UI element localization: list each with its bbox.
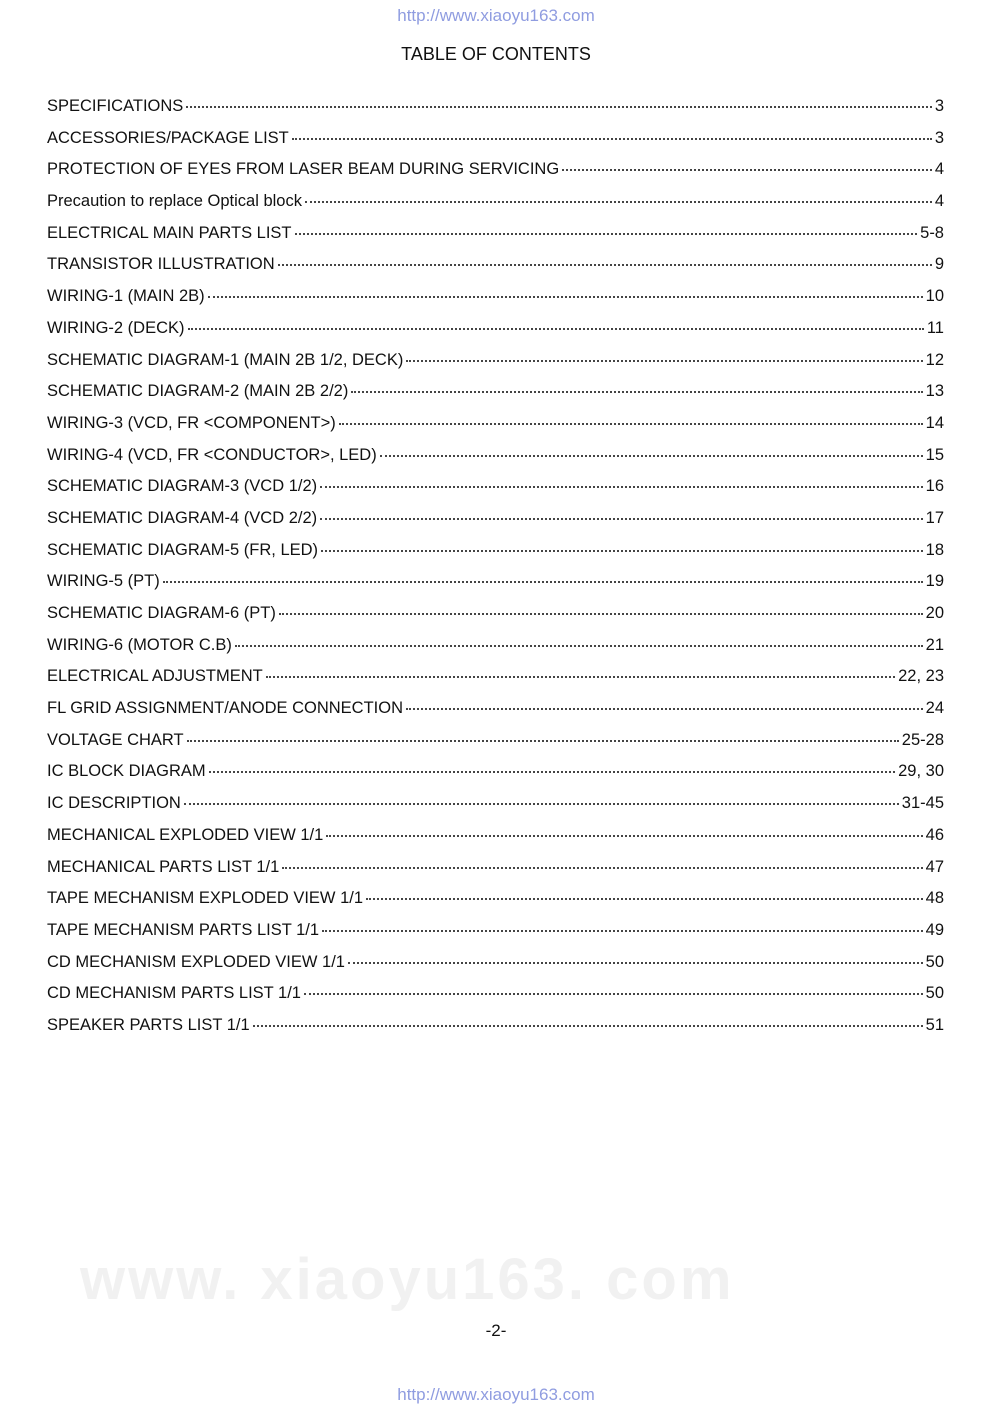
toc-entry[interactable] (47, 351, 944, 383)
toc-entry-page: 17 (925, 508, 944, 527)
toc-entry-label: TRANSISTOR ILLUSTRATION (47, 255, 275, 274)
toc-entry-label: WIRING-6 (MOTOR C.B) (47, 635, 232, 654)
toc-dot-leader (235, 645, 923, 647)
toc-entry[interactable] (47, 984, 944, 1016)
toc-dot-leader (266, 676, 895, 678)
toc-entry-page: 10 (925, 287, 944, 306)
toc-entry[interactable] (47, 129, 944, 161)
toc-entry-page: 51 (925, 1015, 944, 1034)
toc-entry-label: SCHEMATIC DIAGRAM-6 (PT) (47, 604, 276, 622)
toc-dot-leader (351, 391, 922, 393)
toc-entry[interactable] (47, 414, 944, 446)
toc-entry-label: Precaution to replace Optical block (47, 192, 302, 211)
toc-entry[interactable] (47, 255, 944, 287)
toc-entry-label: IC BLOCK DIAGRAM (47, 762, 206, 781)
toc-entry-label: CD MECHANISM PARTS LIST 1/1 (47, 984, 301, 1003)
watermark-url-bottom: http://www.xiaoyu163.com (397, 1385, 595, 1404)
toc-entry-label: VOLTAGE CHART (47, 730, 184, 749)
toc-entry-page: 3 (934, 128, 944, 147)
toc-entry-page: 50 (925, 984, 944, 1003)
toc-entry-page: 29, 30 (898, 762, 944, 781)
toc-entry-label: PROTECTION OF EYES FROM LASER BEAM DURING SERVICING (47, 160, 560, 179)
toc-entry-page: 50 (925, 952, 944, 971)
toc-entry[interactable] (47, 667, 944, 699)
toc-entry-label: SCHEMATIC DIAGRAM-4 (VCD 2/2) (47, 508, 318, 527)
watermark-background-text: www. xiaoyu163. com (80, 1247, 735, 1312)
toc-dot-leader (320, 518, 923, 520)
toc-entry[interactable] (47, 287, 944, 319)
toc-entry-label: SPECIFICATIONS (47, 97, 184, 115)
table-of-contents (47, 97, 944, 1048)
toc-entry[interactable] (47, 826, 944, 858)
toc-entry-label: WIRING-4 (VCD, FR <CONDUCTOR>, LED) (47, 445, 377, 464)
toc-entry[interactable] (47, 794, 944, 826)
toc-entry[interactable] (47, 889, 944, 921)
toc-entry[interactable] (47, 541, 944, 573)
toc-entry-label: MECHANICAL EXPLODED VIEW 1/1 (47, 825, 324, 844)
toc-entry-label: SCHEMATIC DIAGRAM-2 (MAIN 2B 2/2) (47, 382, 349, 401)
toc-entry-page: 15 (925, 445, 944, 464)
toc-entry-page: 25-28 (901, 730, 944, 749)
toc-dot-leader (322, 930, 923, 932)
toc-entry-label: WIRING-5 (PT) (47, 572, 160, 591)
toc-dot-leader (380, 455, 923, 457)
toc-entry[interactable] (47, 192, 944, 224)
toc-entry[interactable] (47, 160, 944, 192)
toc-entry[interactable] (47, 604, 944, 636)
toc-entry-label: WIRING-3 (VCD, FR <COMPONENT>) (47, 413, 336, 432)
toc-entry-page: 20 (925, 604, 944, 622)
toc-entry[interactable] (47, 731, 944, 763)
toc-entry-label: TAPE MECHANISM PARTS LIST 1/1 (47, 920, 320, 939)
toc-entry-page: 5-8 (920, 223, 944, 242)
toc-entry[interactable] (47, 858, 944, 890)
toc-dot-leader (320, 486, 923, 488)
toc-dot-leader (406, 708, 923, 710)
toc-dot-leader (163, 581, 923, 583)
toc-dot-leader (208, 296, 923, 298)
toc-dot-leader (209, 771, 896, 773)
page-title: TABLE OF CONTENTS (401, 44, 591, 64)
toc-entry-page: 49 (925, 920, 944, 939)
toc-dot-leader (304, 993, 923, 995)
toc-entry-label: WIRING-2 (DECK) (47, 318, 185, 337)
toc-dot-leader (562, 169, 932, 171)
toc-dot-leader (348, 962, 923, 964)
toc-entry[interactable] (47, 477, 944, 509)
toc-entry-page: 16 (925, 477, 944, 496)
toc-entry-page: 4 (934, 192, 944, 211)
toc-entry-page: 12 (925, 350, 944, 369)
toc-entry-page: 19 (925, 572, 944, 591)
toc-entry-page: 21 (925, 635, 944, 654)
toc-entry-label: IC DESCRIPTION (47, 794, 181, 813)
toc-entry-page: 13 (925, 382, 944, 401)
toc-dot-leader (278, 264, 932, 266)
toc-entry-page: 11 (926, 318, 944, 337)
toc-entry[interactable] (47, 1016, 944, 1048)
toc-dot-leader (366, 898, 923, 900)
toc-entry-label: SCHEMATIC DIAGRAM-5 (FR, LED) (47, 540, 319, 559)
toc-entry[interactable] (47, 636, 944, 668)
toc-entry-label: FL GRID ASSIGNMENT/ANODE CONNECTION (47, 699, 404, 718)
toc-entry[interactable] (47, 446, 944, 478)
toc-entry-label: SCHEMATIC DIAGRAM-3 (VCD 1/2) (47, 477, 318, 496)
toc-entry-page: 4 (934, 160, 944, 179)
toc-entry-label: ELECTRICAL ADJUSTMENT (47, 667, 263, 686)
toc-dot-leader (282, 867, 922, 869)
toc-entry-page: 9 (934, 255, 944, 274)
toc-dot-leader (326, 835, 922, 837)
toc-entry[interactable] (47, 699, 944, 731)
toc-entry-page: 47 (925, 857, 944, 876)
toc-entry-label: ACCESSORIES/PACKAGE LIST (47, 128, 289, 147)
toc-dot-leader (295, 233, 918, 235)
toc-entry[interactable] (47, 572, 944, 604)
toc-dot-leader (406, 360, 922, 362)
toc-entry-label: MECHANICAL PARTS LIST 1/1 (47, 857, 280, 876)
watermark-url-top: http://www.xiaoyu163.com (397, 6, 595, 25)
toc-entry-page: 48 (925, 889, 944, 908)
toc-dot-leader (187, 740, 899, 742)
toc-entry-page: 14 (925, 413, 944, 432)
toc-entry[interactable] (47, 921, 944, 953)
toc-dot-leader (305, 201, 932, 203)
toc-entry[interactable] (47, 382, 944, 414)
toc-entry-label: SPEAKER PARTS LIST 1/1 (47, 1015, 250, 1034)
toc-entry-label: CD MECHANISM EXPLODED VIEW 1/1 (47, 952, 345, 971)
toc-entry-label: ELECTRICAL MAIN PARTS LIST (47, 223, 292, 242)
toc-entry-label: WIRING-1 (MAIN 2B) (47, 287, 205, 306)
toc-dot-leader (321, 550, 923, 552)
toc-dot-leader (188, 328, 924, 330)
toc-entry-page: 46 (925, 825, 944, 844)
toc-dot-leader (184, 803, 899, 805)
toc-entry[interactable] (47, 953, 944, 985)
toc-dot-leader (292, 138, 932, 140)
toc-entry-page: 18 (925, 540, 944, 559)
toc-entry[interactable] (47, 319, 944, 351)
toc-entry[interactable] (47, 224, 944, 256)
toc-dot-leader (339, 423, 923, 425)
toc-entry[interactable] (47, 762, 944, 794)
toc-entry[interactable] (47, 509, 944, 541)
toc-entry-page: 22, 23 (898, 667, 944, 686)
toc-entry-page: 3 (934, 97, 944, 115)
toc-dot-leader (253, 1025, 923, 1027)
toc-entry[interactable] (47, 97, 944, 129)
toc-entry-label: TAPE MECHANISM EXPLODED VIEW 1/1 (47, 889, 364, 908)
page-number: -2- (485, 1321, 507, 1340)
toc-entry-label: SCHEMATIC DIAGRAM-1 (MAIN 2B 1/2, DECK) (47, 350, 404, 369)
toc-dot-leader (186, 106, 932, 108)
toc-dot-leader (279, 613, 923, 615)
toc-entry-page: 24 (925, 699, 944, 718)
toc-entry-page: 31-45 (901, 794, 944, 813)
